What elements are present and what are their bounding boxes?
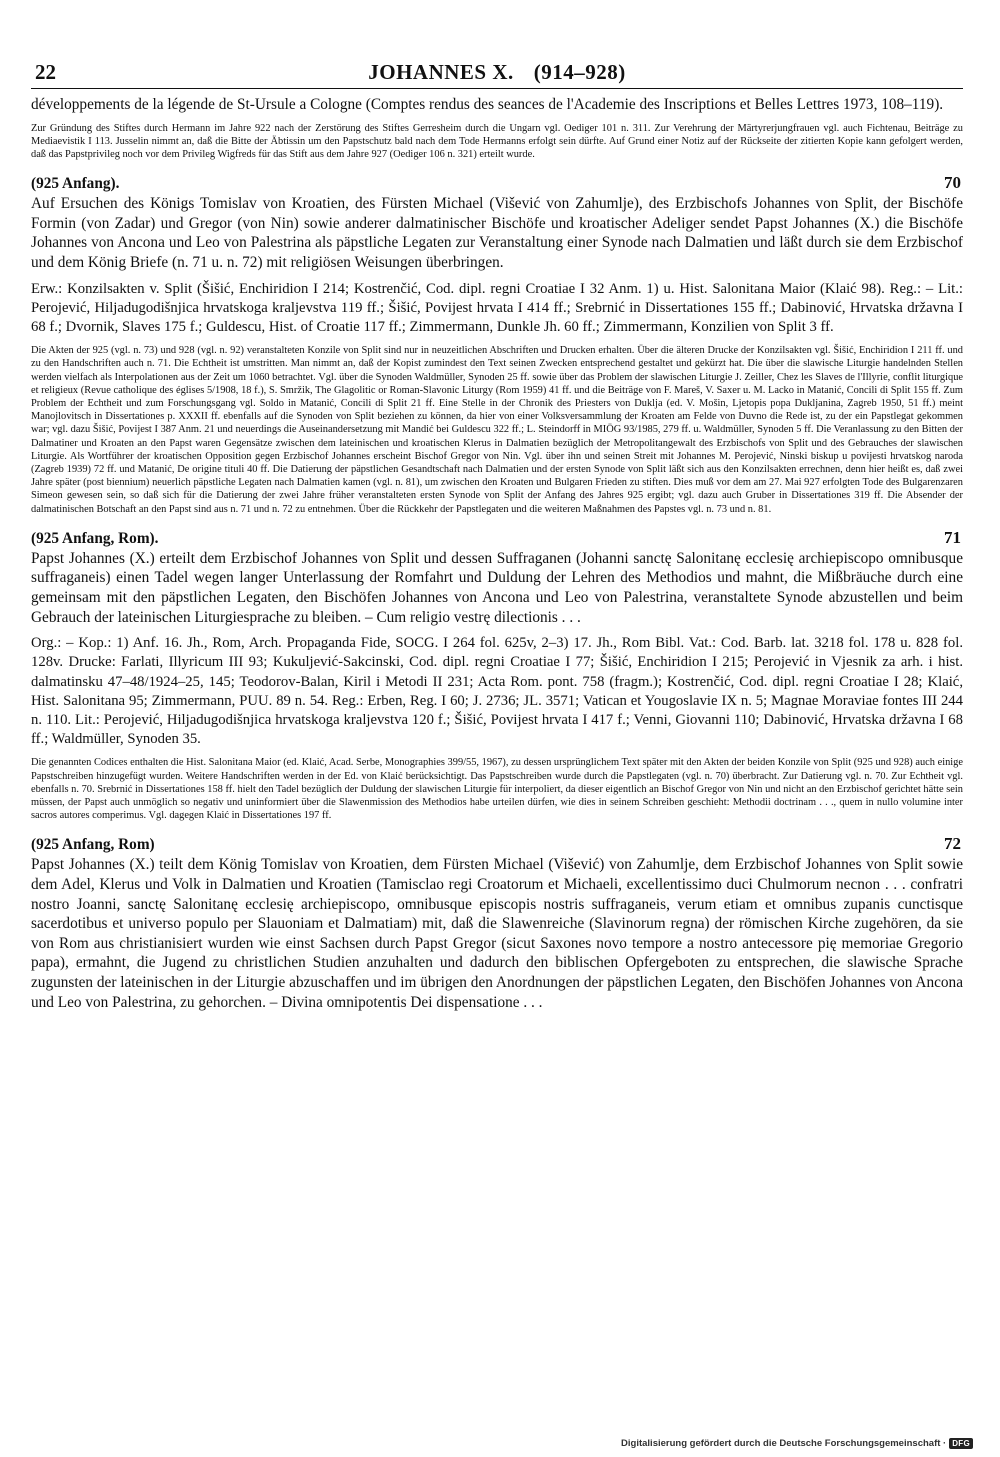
regest-72-date: (925 Anfang, Rom): [31, 836, 155, 854]
regest-71-note: Die genannten Codices enthalten die Hist. Salonitana Maior (ed. Klaić, Acad. Serbe, Monographies 399/55, 1967), zu dessen ursprünglichem Text später mit den Akten der beiden Konzile von Split (925 und 928) auch einige Papstschreiben hinzugefügt wurden. Weitere Handschriften werden in der Ed. von Klaić berücksichtigt. Das Papstschreiben wurde durch die Papstlegaten (vgl. n. 70) überbracht. Zur Datierung vgl. n. 70. Zur Echtheit vgl. ebenfalls n. 70. Srebrnić in Dissertationes 158 ff. hielt den Tadel bezüglich der Duldung der slawischen Liturgie für interpoliert, da dieser eigentlich an Bischof Gregor von Nin und nicht an den Erzbischof gerichtet hätte sein müssen, der Papst auch unmöglich so negativ und uninformiert über die Slawenmission des Methodios habe urteilen dürfen, wie dies in seinem Schreiben geschieht: Methodii doctrinam . . ., quem in nullo volumine inter sacros autores comperimus. Vgl. dagegen Klaić in Dissertationes 197 ff.: [31, 757, 963, 822]
regest-71-heading: [31, 528, 963, 549]
page-number: 22: [35, 60, 56, 84]
regest-70-literature: Erw.: Konzilsakten v. Split (Šišić, Enchiridion I 214; Kostrenčić, Cod. dipl. regni Croatiae I 32 Anm. 1) u. Hist. Salonitana Maior (Klaić 98). Reg.: – Lit.: Perojević, Hiljadugodišnjica hrvatskoga kraljevstva 119 ff.; Šišić, Povijest hrvata I 414 ff.; Srebrnić in Dissertationes 155 ff.; Dabinović, Hrvatska državna I 68 f.; Dvornik, Slaves 175 f.; Guldescu, Hist. of Croatie 117 ff.; Zimmermann, Dunkle Jh. 60 ff.; Zimmermann, Konzilien von Split 3 ff.: [31, 280, 963, 335]
regest-70-number: 70: [944, 173, 961, 193]
running-title: [31, 60, 963, 85]
regest-72-number: 72: [944, 834, 961, 854]
page-header: [31, 58, 963, 89]
regest-72-text: Papst Johannes (X.) teilt dem König Tomislav von Kroatien, dem Fürsten Michael (Višević) von Zahumlje, dem Erzbischof Johannes von Split sowie dem Adel, Klerus und Volk in Dalmatien und Kroatien (Tamisclao regi Croatorum et Michaeli, excellentissimo duci Chulmorum necnon . . . confratri nostro Joanni, sanctę Salonitanę ecclesię archiepiscopo, omnibusque episcopis nostris suffraganeis, verum etiam et omnibus zupanis cunctisque sacerdotibus et universo populo per Slauoniam et Dalmatiam) mit, daß die Slawenreiche (Slavinorum regna) der römischen Kirche zugehören, da sie von Rom aus christianisiert wurden wie einst Sachsen durch Papst Gregor (sicut Saxones novo tempore a nostro antecessore pię memoriae Gregorio papa), ermahnt, die Jugend zu christlichen Studien anzuhalten und dadurch den biblischen Opfergeboten zu entsprechen, die slawische Sprache zugunsten der lateinischen in der Liturgie abzuschaffen und im übrigen den Anordnungen der päpstlichen Legaten, den Bischöfen Johannes von Ancona und Leo von Palestrina, zu gehorchen. – Divina omnipotentis Dei dispensatione . . .: [31, 856, 963, 1011]
continuation-note: Zur Gründung des Stiftes durch Hermann im Jahre 922 nach der Zerstörung des Stiftes Gerresheim durch die Ungarn vgl. Oediger 101 n. 311. Zur Verehrung der Märtyrerjungfrauen vgl. auch Fichtenau, Beiträge zu Mediaevistik I 113. Jusselin nimmt an, daß die Bitte der Äbtissin um den Papstschutz bald nach dem Tode Hermanns erfolgt sein dürfte. Auf Grund einer Notiz auf der Rückseite der zitierten Kopie kann gefolgert werden, daß das Papstprivileg noch vor dem Privileg Wigfreds für das Stift aus dem Jahre 927 (Oediger 106 n. 321) erteilt wurde.: [31, 122, 963, 160]
regest-71-date: (925 Anfang, Rom).: [31, 529, 159, 547]
footer-credit: Digitalisierung gefördert durch die Deutsche Forschungsgemeinschaft ·: [621, 1438, 947, 1449]
continuation-text: développements de la légende de St-Ursule a Cologne (Comptes rendus des seances de l'Academie des Inscriptions et Belles Lettres 1973, 108–119).: [31, 96, 944, 113]
regest-70-heading: [31, 173, 963, 194]
regest-72-heading: [31, 834, 963, 855]
regest-70-text: Auf Ersuchen des Königs Tomislav von Kroatien, des Fürsten Michael (Višević von Zahumlje), des Erzbischofs Johannes von Split, der Bischöfe Formin (von Zadar) und Gregor (von Nin) sowie anderer dalmatinischer Bischöfe und kroatischer Adeliger sendet Papst Johannes (X.) die Bischöfe Johannes von Ancona und Leo von Palestrina als päpstliche Legaten zur Veranstaltung einer Synode nach Dalmatien und läßt durch sie dem Erzbischof und dem König Briefe (n. 71 u. n. 72) mit religiösen Weisungen überbringen.: [31, 195, 963, 271]
page-footer: [621, 1438, 973, 1449]
running-title-dates: (914–928): [533, 60, 626, 84]
dfg-logo-icon: DFG: [949, 1438, 973, 1449]
regest-70-note: Die Akten der 925 (vgl. n. 73) und 928 (vgl. n. 92) veranstalteten Konzile von Split sind nur in neuzeitlichen Abschriften und Drucken erhalten. Über die älteren Drucke der Konzilsakten vgl. Šišić, Enchiridion I 211 ff. und zu den Handschriften auch n. 71. Die Echtheit ist umstritten. Man nimmt an, daß der Kopist zumindest den Text seinen Zwecken entsprechend gestaltet und gekürzt hat. Die über die slawische Liturgie handelnden Stellen werden vielfach als Interpolationen aus der Zeit um 1060 betrachtet. Vgl. über die Synoden Waldmüller, Synoden 25 ff. sowie über das Problem der slawischen Liturgie J. Zeiller, Chez les Slaves de l'Illyrie, conflit liturgique et religieux (Revue catholique des églises 5/1908, 18 f.), S. Smržik, The Glagolitic or Roman-Slavonic Liturgy (Rom 1959) 41 ff. und die Beiträge von F. Mareš, V. Saxer u. M. Lacko in Matanić, Concili di Split 155 ff. Zum Problem der Echtheit und zum Forschungsgang vgl. Soldo in Matanić, Concili di Split 21 ff. Eine Stelle in der Chronik des Priesters von Duklja (ed. V. Mošin, Ljetopis popa Dukljanina, Zagreb 1950, 51 ff.) meint Manojlovitsch in Dissertationes p. XXXII ff. ebenfalls auf die Synoden von Split beziehen zu können, da hier von einer Volksversammlung der Kroaten am Felde von Duvno die Rede ist, zu der ein Papstlegat gekommen war; vgl. dazu Šišić, Povijest I 387 Anm. 21 und neuerdings die Auseinandersetzung mit Mandić bei Guldescu 322 ff.; L. Steindorff in MIÖG 93/1985, 279 ff. u. Waldmüller, Synoden 5 ff. Die Veranlassung zu den Bitten der Dalmatiner und Kroaten an den Papst waren Gegensätze zwischen dem lateinischen und kroatischen Klerus in Dalmatien bezüglich der Metropolitangewalt des Erzbischofs von Split und des Gebrauches der slawischen Liturgie. Als Wortführer der kroatischen Opposition gegen Erzbischof Johannes erscheint Bischof Gregor von Nin. Vgl. über ihn und seinen Streit mit Johannes M. Perojević, Ninski biskup u povijesti hrvatskog naroda (Zagreb 1939) 72 ff. und Matanić, De origine tituli 40 ff. Die Datierung der päpstlichen Gesandtschaft nach Dalmatien und der ersten Synode von Split läßt sich aus den Konzilsakten errechnen, denn hier heißt es, daß zwei Jahre später (post biennium) neuerlich päpstliche Legaten nach Dalmatien kamen (vgl. n. 81), um zwischen den Kroaten und Bulgaren Frieden zu stiften. Dies muß vor dem am 27. Mai 927 erfolgten Tode des Bulgarenzaren Simeon gewesen sein, so daß sich für die Datierung der zwei Jahre früher veranstalteten ersten Synode von Split der Anfang des Jahres 925 ergibt; vgl. dazu auch Gruber in Dissertationes 319 ff. Die Absender der dalmatinischen Botschaft an den Papst sind aus n. 71 und n. 72 zu entnehmen. Über die Rückkehr der Papstlegaten und die weiteren Maßnahmen des Papstes vgl. n. 73 und n. 81.: [31, 345, 963, 515]
regest-71-literature: Org.: – Kop.: 1) Anf. 16. Jh., Rom, Arch. Propaganda Fide, SOCG. I 264 fol. 625v, 2–3) 17. Jh., Rom Bibl. Vat.: Cod. Barb. lat. 3218 fol. 178 u. 828 fol. 128v. Drucke: Farlati, Illyricum III 93; Kukuljević-Sakcinski, Cod. dipl. regni Croatiae I 77; Šišić, Enchiridion I 215; Perojević in Vjesnik za arh. i hist. dalmatinsku 47–48/1924–25, 145; Teodorov-Balan, Kiril i Metodi II 231; Acta Rom. pont. 758 (fragm.); Kostrenčić, Cod. dipl. regni Croatiae I 28; Klaić, Hist. Salonitana 95; Zimmermann, PUU. 89 n. 54. Reg.: Erben, Reg. I 60; J. 2736; JL. 3571; Vatican et Yougoslavie IX n. 5; Magnae Moraviae fontes III 244 n. 110. Lit.: Perojević, Hiljadugodišnjica hrvatskoga kraljevstva 120 f.; Šišić, Povijest hrvata I 417 f.; Venni, Giovanni 110; Dabinović, Hrvatska državna I 68 ff.; Waldmüller, Synoden 35.: [31, 635, 963, 748]
regest-71-text: Papst Johannes (X.) erteilt dem Erzbischof Johannes von Split und dessen Suffraganen (Johanni sanctę Salonitanę ecclesię archiepiscopo omnibusque suffraganeis) einen Tadel wegen langer Unterlassung der Romfahrt und Duldung der Lehren des Methodios und mahnt, die Mißbräuche durch eine gemeinsam mit den päpstlichen Legaten, den Bischöfen Johannes von Ancona und Leo von Palestrina, veranstaltete Synode abzustellen und beim Gebrauch der lateinischen Liturgiesprache zu bleiben. – Cum religio vestrę dilectionis . . .: [31, 549, 963, 626]
regest-71-number: 71: [944, 527, 961, 547]
running-title-name: JOHANNES X.: [368, 60, 514, 84]
regest-70-date: (925 Anfang).: [31, 175, 120, 193]
